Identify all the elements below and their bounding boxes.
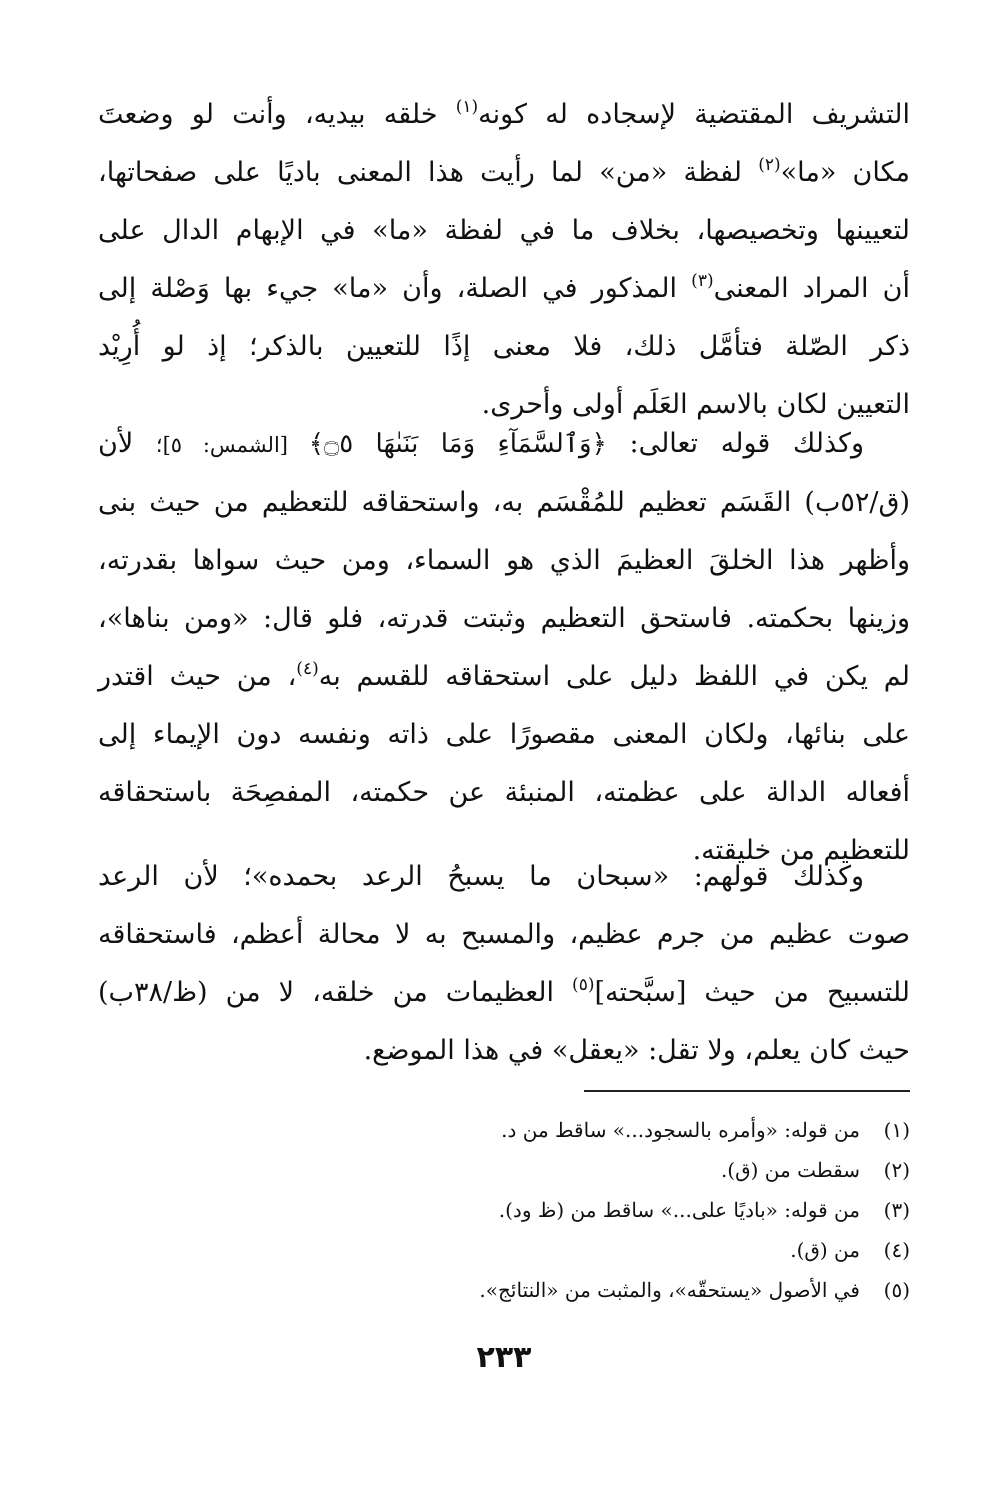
footnote-ref-3: (٣) — [691, 271, 714, 291]
text-line: التعيين لكان بالاسم العَلَم أولى وأحرى. — [481, 389, 910, 420]
footnote-ref-4: (٤) — [296, 659, 319, 679]
text-line: على بنائها، ولكان المعنى مقصورًا على ذاته ونفسه دون الإيماء إلى — [98, 719, 910, 750]
footnote-text: في الأصول «يستحقّه»، والمثبت من «النتائج». — [479, 1278, 860, 1302]
page-number: ٢٣٣ — [476, 1340, 532, 1375]
footnote-item — [98, 1150, 910, 1190]
text-line: حيث كان يعلم، ولا تقل: «يعقل» في هذا الموضع. — [363, 1035, 910, 1066]
text-line: (ق/٥٢ب) القَسَم تعظيم للمُقْسَم به، واستحقاقه للتعظيم من حيث بنى — [98, 487, 910, 518]
book-page — [98, 0, 910, 1491]
text-line: وكذلك قوله تعالى: ﴿وَٱلسَّمَآءِ وَمَا بَنَىٰهَا ۝٥﴾ [الشمس: ٥]؛ لأن — [98, 428, 865, 459]
footnote-text: من قوله: «باديًا على...» ساقط من (ظ ود). — [498, 1198, 860, 1222]
text-line: للتسبيح من حيث [سبَّحته]$^{(٥)}$ العظيمات من خلقه، لا من (ظ/٣٨ب) — [98, 975, 910, 1008]
footnote-item — [98, 1110, 910, 1150]
footnote-number: (٢) — [883, 1158, 910, 1182]
footnote-ref-5: (٥) — [572, 975, 595, 995]
footnote-item — [98, 1270, 910, 1310]
footnote-ref-1: (١) — [455, 97, 479, 117]
footnote-divider — [584, 1090, 910, 1092]
text-line: وكذلك قولهم: «سبحان ما يسبحُ الرعد بحمده»؛ لأن الرعد — [98, 861, 864, 892]
text-line: للتعظيم من خليقته. — [692, 835, 910, 866]
text-line: وزينها بحكمته. فاستحق التعظيم وثبتت قدرته، فلو قال: «ومن بناها»، — [98, 603, 910, 634]
footnote-text: من (ق). — [790, 1238, 860, 1262]
text-line: لم يكن في اللفظ دليل على استحقاقه للقسم به$^{(٤)}$، من حيث اقتدر — [98, 659, 910, 692]
footnote-ref-2: (٢) — [758, 155, 781, 175]
body-paragraph-3 — [98, 848, 910, 1080]
footnote-item — [98, 1190, 910, 1230]
footnote-number: (٥) — [883, 1278, 910, 1302]
text-line: مكان «ما»$^{(٢)}$ لفظة «من» لما رأيت هذا المعنى باديًا على صفحاتها، — [98, 155, 910, 188]
quran-reference: [الشمس: ٥]؛ — [155, 433, 309, 457]
body-paragraph-2 — [98, 415, 910, 880]
footnote-item — [98, 1230, 910, 1270]
text-line: أفعاله الدالة على عظمته، المنبئة عن حكمته، المفصِحَة باستحقاقه — [98, 777, 910, 808]
footnote-number: (١) — [883, 1118, 910, 1142]
body-paragraph-1 — [98, 86, 910, 434]
footnote-text: من قوله: «وأمره بالسجود...» ساقط من د. — [501, 1118, 860, 1142]
text-line: ذكر الصّلة فتأمَّل ذلك، فلا معنى إذًا للتعيين بالذكر؛ إذ لو أُرِيْد — [98, 331, 910, 362]
text-line: وأظهر هذا الخلقَ العظيمَ الذي هو السماء، ومن حيث سواها بقدرته، — [98, 545, 910, 576]
quran-verse: ﴿وَٱلسَّمَآءِ وَمَا بَنَىٰهَا ۝٥﴾ — [308, 429, 607, 459]
footnote-number: (٣) — [883, 1198, 910, 1222]
footnotes-list — [98, 1110, 910, 1310]
footnote-text: سقطت من (ق). — [720, 1158, 860, 1182]
footnote-number: (٤) — [883, 1238, 910, 1262]
text-line: صوت عظيم من جرم عظيم، والمسبح به لا محالة أعظم، فاستحقاقه — [98, 919, 910, 950]
text-line: التشريف المقتضية لإسجاده له كونه$^{(١)}$ خلقه بيديه، وأنت لو وضعتَ — [98, 97, 910, 130]
text-line: لتعيينها وتخصيصها، بخلاف ما في لفظة «ما» في الإبهام الدال على — [98, 215, 910, 246]
text-line: أن المراد المعنى$^{(٣)}$ المذكور في الصلة، وأن «ما» جيء بها وَصْلة إلى — [98, 271, 910, 304]
